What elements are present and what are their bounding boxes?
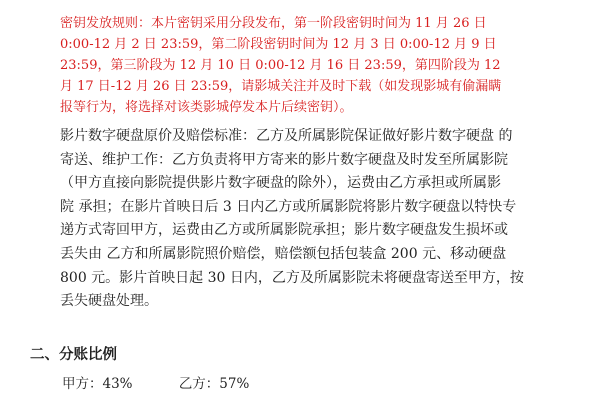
notice-line: 月 17 日-12 月 26 日 23:59，请影城关注并及时下载（如发现影城有偷漏瞒 [60,79,502,94]
clause-line: 丢失硬盘处理。 [60,293,158,310]
clause-line: 影片数字硬盘原价及赔偿标准：乙方及所属影院保证做好影片数字硬盘 的 [60,128,513,144]
clause-line: 寄送、维护工作：乙方负责将甲方寄来的影片数字硬盘及时发至所属影院 [60,151,508,168]
notice-line: 密钥发放规则：本片密钥采用分段发布，第一阶段密钥时间为 11 月 26 日 [60,16,487,31]
section-heading: 二、分账比例 [30,346,117,363]
notice-line: 0:00-12 月 2 日 23:59，第二阶段密钥时间为 12 月 3 日 0:00-12 月 9 日 [60,37,497,52]
party-b-share: 乙方：57% [178,376,250,392]
revenue-share-row [62,374,249,394]
key-release-notice [60,13,580,118]
clause-line: 800 元。影片首映日起 30 日内，乙方及所属影院未将硬盘寄送至甲方，按 [60,269,524,286]
notice-line: 23:59，第三阶段为 12 月 10 日 0:00-12 月 16 日 23:59，第四阶段为 12 [60,58,501,73]
hard-disk-clause [60,125,580,314]
clause-line: 递方式寄回甲方，运费由乙方或所属影院承担；影片数字硬盘发生损坏或 [60,222,508,239]
clause-line: （甲方直接向影院提供影片数字硬盘的除外），运费由乙方承担或所属影 [60,175,501,192]
party-a-share: 甲方：43% [62,376,133,392]
clause-line: 丢失由 乙方和所属影院照价赔偿，赔偿额包括包装盒 200 元、移动硬盘 [60,245,507,262]
clause-line: 院 承担；在影片首映日后 3 日内乙方或所属影院将影片数字硬盘以特快专 [60,198,517,215]
notice-line: 报等行为，将选择对该类影城停发本片后续密钥）。 [60,100,353,115]
